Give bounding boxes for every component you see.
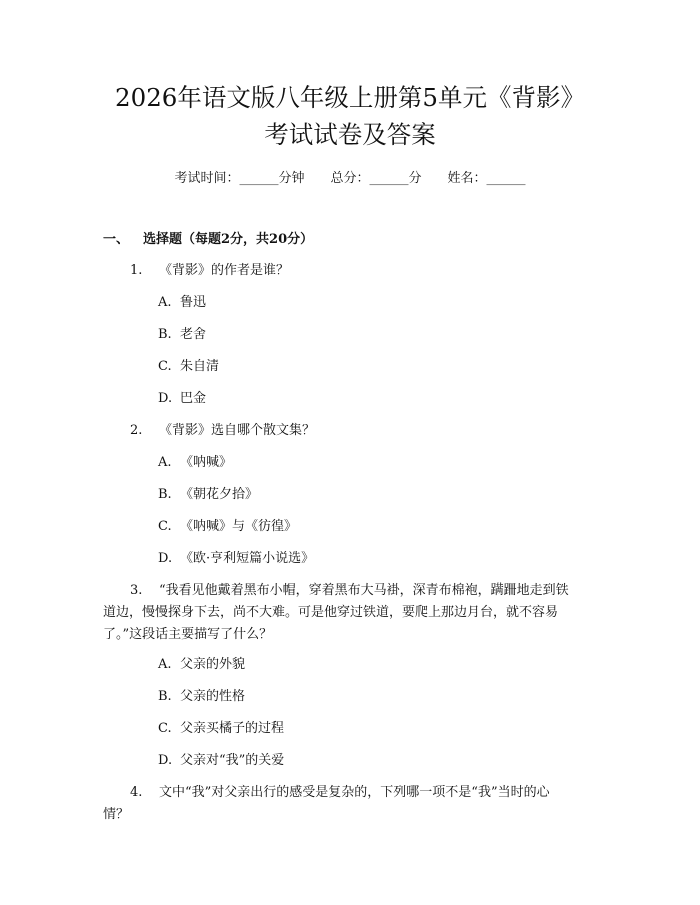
question-number: 3. [130,583,143,598]
option-letter: B. [158,487,172,502]
option-letter: A. [158,455,172,470]
option-letter: C. [158,519,172,534]
option-text: 《欧·亨利短篇小说选》 [180,551,315,566]
option-text: 《朝花夕拾》 [180,487,259,502]
option-text: 朱自清 [180,359,220,374]
question-1-option-a [158,294,206,312]
question-text-line1: “我看见他戴着黑布小帽，穿着黑布大马褂，深青布棉袍，蹒跚地走到铁 [159,583,569,598]
option-letter: D. [158,753,173,768]
option-text: 父亲买橘子的过程 [180,721,285,736]
option-letter: C. [158,721,172,736]
option-letter: C. [158,359,172,374]
question-1 [130,262,289,280]
question-1-option-d [158,390,206,408]
question-3-option-c [158,720,284,738]
option-text: 《呐喊》 [180,455,233,470]
question-number: 4. [130,785,143,800]
question-3 [130,582,569,600]
option-text: 父亲的性格 [180,689,246,704]
option-text: 鲁迅 [180,295,207,310]
student-name-field: 姓名：______ [447,171,526,186]
option-text: 父亲对“我”的关爱 [180,753,285,768]
question-text: 《背影》的作者是谁？ [159,263,290,278]
total-score-field: 总分：______分 [330,171,422,186]
question-2 [130,422,315,440]
option-text: 巴金 [180,391,207,406]
option-letter: A. [158,657,172,672]
question-3-option-d [158,752,284,770]
question-2-option-a [158,454,232,472]
option-text: 《呐喊》与《彷徨》 [180,519,298,534]
section-number: 一、 [103,232,130,247]
section-title: 选择题（每题2分，共20分） [143,232,314,247]
exam-title-line2: 考试试卷及答案 [264,120,436,149]
question-number: 1. [130,263,143,278]
option-text: 老舍 [180,327,207,342]
question-text: 《背影》选自哪个散文集？ [159,423,316,438]
question-3-option-a [158,656,245,674]
question-1-option-c [158,358,219,376]
question-text-line1: 文中“我”对父亲出行的感受是复杂的，下列哪一项不是“我”当时的心 [159,785,550,800]
question-3-text-line3: 了。”这段话主要描写了什么？ [103,627,273,642]
question-3-text-line2: 道边，慢慢探身下去，尚不大难。可是他穿过铁道，要爬上那边月台，就不容易 [103,605,559,620]
question-3-option-b [158,688,245,706]
section-heading [103,231,313,249]
question-2-option-c [158,518,297,536]
exam-meta [0,170,700,188]
question-4 [130,784,550,802]
question-4-text-line2: 情？ [103,807,130,822]
option-letter: D. [158,391,173,406]
option-letter: A. [158,295,172,310]
option-letter: B. [158,689,172,704]
option-letter: B. [158,327,172,342]
exam-time-field: 考试时间：______分钟 [174,171,305,186]
question-2-option-d [158,550,314,568]
option-letter: D. [158,551,173,566]
option-text: 父亲的外貌 [180,657,246,672]
exam-title-line1: 2026年语文版八年级上册第5单元《背影》 [115,83,585,112]
question-number: 2. [130,423,143,438]
question-2-option-b [158,486,258,504]
question-1-option-b [158,326,206,344]
